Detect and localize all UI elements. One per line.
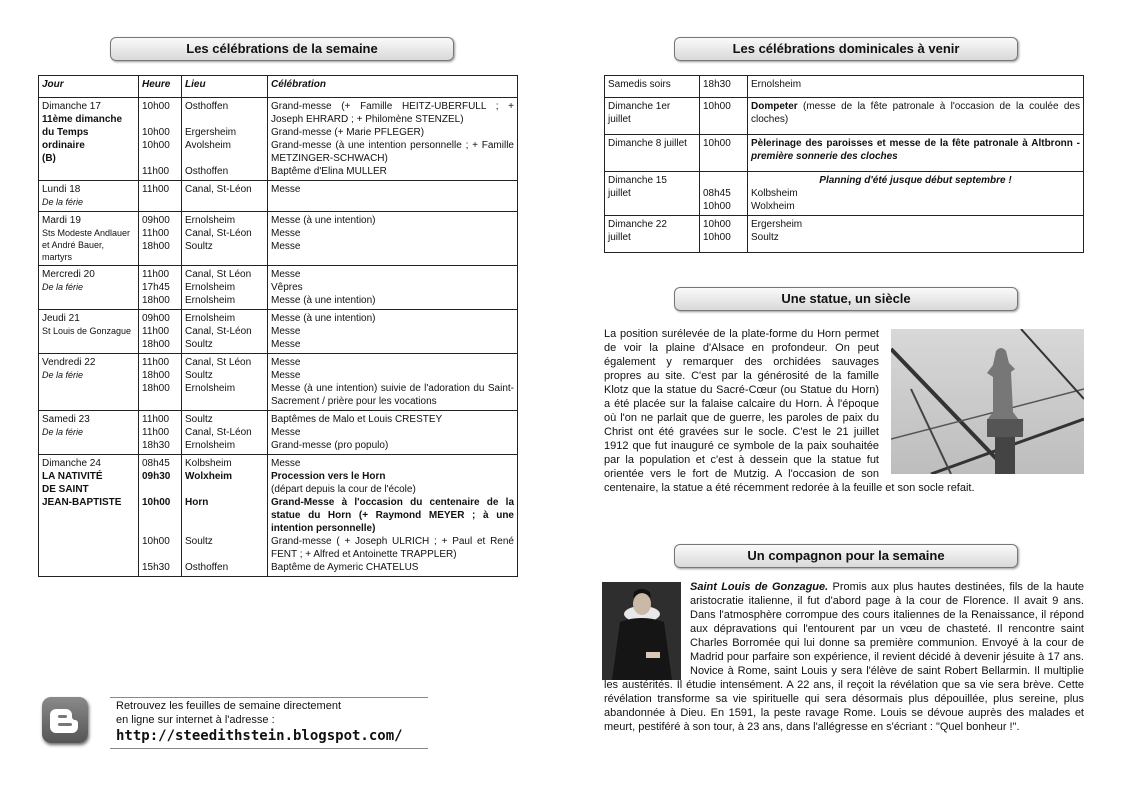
entry-celebration: (départ depuis la cour de l'école)	[271, 484, 416, 495]
entry-celebration: Messe	[271, 228, 301, 239]
schedule-day	[39, 212, 139, 266]
sunday-desc-bold: Dompeter	[751, 101, 798, 112]
entry-place: Canal, St-Léon	[185, 228, 252, 239]
entry-celebration: Messe	[271, 427, 301, 438]
sunday-day	[605, 172, 700, 216]
entry-celebration: Grand-messe ( + Joseph ULRICH ; + Paul et René FENT ; + Alfred et Antoinette TRAPPLER)	[271, 536, 514, 560]
sunday-place: Kolbsheim	[751, 188, 798, 199]
saint-name: Saint Louis de Gonzague.	[690, 581, 829, 593]
entry-place: Soultz	[185, 339, 213, 350]
day-sub: De la férie	[42, 282, 84, 292]
entry-place: Osthoffen	[185, 166, 229, 177]
entry-time: 11h00	[142, 269, 170, 280]
sunday-time-value: 10h00	[703, 101, 731, 112]
entry-celebration: Grand-messe (pro populo)	[271, 440, 389, 451]
schedule-places	[182, 310, 268, 354]
sunday-row	[605, 135, 1084, 172]
schedule-places	[182, 212, 268, 266]
schedule-times	[139, 455, 182, 577]
sunday-detail	[748, 98, 1084, 135]
sunday-desc	[751, 100, 1080, 126]
entry-celebration: Vêpres	[271, 282, 303, 293]
weekly-schedule-table	[38, 75, 518, 577]
schedule-times	[139, 98, 182, 181]
entry-time: 09h00	[142, 215, 170, 226]
entry-time: 09h00	[142, 313, 170, 324]
header-place: Lieu	[182, 76, 268, 98]
schedule-day	[39, 98, 139, 181]
entry-celebration: Grand-messe (à une intention personnelle ; + Famille METZINGER-SCHWACH)	[271, 140, 514, 164]
companion-banner: Un compagnon pour la semaine	[674, 544, 1018, 568]
entry-place: Horn	[185, 497, 209, 508]
sunday-day	[605, 98, 700, 135]
schedule-places	[182, 411, 268, 455]
day-label: Lundi 18	[42, 184, 81, 195]
entry-time: 09h30	[142, 471, 171, 482]
day-sub: De la férie	[42, 197, 84, 207]
entry-time: 17h45	[142, 282, 170, 293]
schedule-celebrations	[268, 266, 518, 310]
entry-time	[142, 483, 178, 496]
entry-place: Soultz	[185, 370, 213, 381]
entry-time: 11h00	[142, 427, 170, 438]
entry-time: 18h00	[142, 295, 170, 306]
header-day: Jour	[39, 76, 139, 98]
statue-photo-spacer	[879, 327, 1084, 473]
schedule-places	[182, 455, 268, 577]
statue-text	[604, 327, 1084, 495]
header-time: Heure	[139, 76, 182, 98]
entry-time: 15h30	[142, 562, 170, 573]
day-saint: Sts Modeste Andlauer et André Bauer, martyrs	[42, 228, 131, 262]
schedule-times	[139, 181, 182, 212]
day-feast: LA NATIVITÉ	[42, 471, 103, 482]
blog-url[interactable]: http://steedithstein.blogspot.com/	[116, 728, 403, 744]
schedule-row	[39, 354, 518, 411]
schedule-times	[139, 354, 182, 411]
upcoming-sundays-banner: Les célébrations dominicales à venir	[674, 37, 1018, 61]
sunday-row	[605, 172, 1084, 216]
sunday-day-label: Dimanche 15 juillet	[608, 175, 667, 199]
entry-time: 11h00	[142, 184, 170, 195]
entry-celebration: Baptêmes de Malo et Louis CRESTEY	[271, 414, 443, 425]
day-label: Jeudi 21	[42, 313, 80, 324]
entry-place: Ernolsheim	[185, 383, 236, 394]
day-sub: De la férie	[42, 427, 84, 437]
sunday-desc	[751, 78, 1080, 91]
entry-time: 08h45	[142, 458, 170, 469]
blog-text-1: Retrouvez les feuilles de semaine directement	[116, 700, 342, 712]
sundays-table	[604, 75, 1084, 253]
schedule-times	[139, 411, 182, 455]
sunday-day-label: Dimanche 1er juillet	[608, 101, 671, 125]
schedule-places	[182, 266, 268, 310]
sunday-place: Wolxheim	[751, 201, 795, 212]
entry-place: Ernolsheim	[185, 215, 236, 226]
statue-banner: Une statue, un siècle	[674, 287, 1018, 311]
entry-place: Kolbsheim	[185, 458, 232, 469]
day-sub: De la férie	[42, 370, 84, 380]
schedule-row	[39, 181, 518, 212]
header-celebration: Célébration	[268, 76, 518, 98]
entry-time: 18h00	[142, 383, 170, 394]
entry-time: 10h00	[142, 536, 170, 547]
entry-place: Ernolsheim	[185, 295, 236, 306]
entry-celebration: Procession vers le Horn	[271, 471, 386, 482]
entry-place: Soultz	[185, 414, 213, 425]
entry-celebration: Messe	[271, 458, 301, 469]
entry-celebration: Messe	[271, 269, 301, 280]
schedule-places	[182, 354, 268, 411]
sunday-time	[700, 76, 748, 98]
entry-time: 11h00	[142, 326, 170, 337]
saint-text-body: Promis aux plus hautes destinées, fils de la haute aristocratie italienne, il fut d'abord page à la cour de Florence. Il avait 9 ans. Dans l'atmosphère corrompue des cours italiennes de la Renaissance, il répond aux dépravations qui l'entourent par un vœu de chasteté. Il rencontre saint Charles Borromée qui lui donne sa première communion. Envoyé à la cour de Madrid pour parfaire son expérience, il revient décidé à devenir jésuite à 17 ans. Novice à Rome, saint Louis y sera l'élève de saint Robert Bellarmin. Il multiplie les austérités. Il étudie intensément. A 22 ans, il reçoit la révélation que sa vie sera brève. Cette révélation transforme sa vie spirituelle qui sera désormais plus dépouillée, plus sereine, plus abandonnée à Dieu. En 1591, la peste ravage Rome. Louis se dévoue auprès des malades et meurt, pestiféré à son tour, à 23 ans, dans l'allégresse en s'écriant : "Quel bonheur !".	[604, 581, 1084, 733]
entry-time: 18h00	[142, 370, 170, 381]
entry-place: Ernolsheim	[185, 313, 236, 324]
sunday-day-label: Samedis soirs	[608, 79, 671, 90]
sunday-time	[700, 172, 748, 216]
schedule-day	[39, 181, 139, 212]
blogger-icon	[42, 697, 88, 743]
entry-time: 18h30	[142, 440, 170, 451]
entry-place: Soultz	[185, 536, 213, 547]
sunday-detail	[748, 76, 1084, 98]
day-label: Dimanche 17	[42, 101, 101, 112]
schedule-day	[39, 455, 139, 577]
entry-time: 10h00	[142, 127, 170, 138]
sunday-desc-text: Ernolsheim	[751, 79, 802, 90]
schedule-row	[39, 411, 518, 455]
day-saint: St Louis de Gonzague	[42, 326, 132, 336]
schedule-celebrations	[268, 310, 518, 354]
sunday-desc-text: (messe de la fête patronale à l'occasion de la coulée des cloches)	[751, 101, 1080, 125]
weekly-celebrations-banner: Les célébrations de la semaine	[110, 37, 454, 61]
entry-place: Canal, St Léon	[185, 357, 252, 368]
schedule-celebrations	[268, 181, 518, 212]
entry-time: 11h00	[142, 166, 170, 177]
sunday-day	[605, 135, 700, 172]
schedule-times	[139, 310, 182, 354]
entry-celebration: Messe (à une intention)	[271, 215, 376, 226]
entry-time: 11h00	[142, 414, 170, 425]
table-header	[39, 76, 518, 98]
entry-place: Ernolsheim	[185, 440, 236, 451]
sunday-time-value: 10h00	[703, 232, 731, 243]
sunday-desc-italic: - première sonnerie des cloches	[751, 138, 1081, 162]
entry-place: Canal, St-Léon	[185, 184, 252, 195]
entry-place: Canal, St-Léon	[185, 326, 252, 337]
entry-time: 10h00	[142, 101, 170, 112]
entry-time: 18h00	[142, 241, 170, 252]
entry-time: 10h00	[142, 140, 170, 151]
sunday-place: Ergersheim	[751, 219, 803, 230]
sunday-detail	[748, 172, 1084, 216]
sunday-row	[605, 98, 1084, 135]
schedule-row	[39, 266, 518, 310]
entry-place: Ergersheim	[185, 127, 237, 138]
sunday-row	[605, 216, 1084, 253]
entry-celebration: Messe	[271, 241, 301, 252]
day-feast: (B)	[42, 153, 56, 164]
sunday-time-value: 10h00	[703, 138, 731, 149]
entry-place: Ernolsheim	[185, 282, 236, 293]
sunday-time-value: 18h30	[703, 79, 731, 90]
schedule-celebrations	[268, 212, 518, 266]
sunday-desc-bold: Pèlerinage des paroisses et messe de la fête patronale à Altbronn	[751, 138, 1073, 149]
day-label: Samedi 23	[42, 414, 90, 425]
sunday-day-label: Dimanche 8 juillet	[608, 138, 687, 149]
entry-celebration: Grand-messe (+ Marie PFLEGER)	[271, 127, 425, 138]
schedule-times	[139, 212, 182, 266]
sunday-time-value: 08h45	[703, 188, 731, 199]
day-feast: DE SAINT	[42, 484, 89, 495]
schedule-celebrations	[268, 411, 518, 455]
schedule-day	[39, 310, 139, 354]
summer-note: Planning d'été jusque début septembre !	[819, 175, 1012, 186]
sunday-day	[605, 216, 700, 253]
saint-portrait-spacer	[604, 580, 690, 678]
schedule-celebrations	[268, 98, 518, 181]
entry-celebration: Messe	[271, 339, 301, 350]
entry-celebration: Messe (à une intention)	[271, 295, 376, 306]
entry-time: 10h00	[142, 497, 171, 508]
day-label: Vendredi 22	[42, 357, 96, 368]
entry-celebration: Messe	[271, 370, 301, 381]
schedule-celebrations	[268, 455, 518, 577]
blog-text-2: en ligne sur internet à l'adresse :	[116, 714, 275, 726]
sunday-desc	[751, 137, 1080, 163]
schedule-row	[39, 98, 518, 181]
day-label: Mardi 19	[42, 215, 81, 226]
schedule-places	[182, 98, 268, 181]
day-label: Mercredi 20	[42, 269, 95, 280]
entry-celebration: Messe	[271, 326, 301, 337]
saint-text	[604, 580, 1084, 734]
entry-place: Canal, St-Léon	[185, 427, 252, 438]
schedule-celebrations	[268, 354, 518, 411]
sunday-time	[700, 135, 748, 172]
day-feast: 11ème dimanche	[42, 114, 123, 125]
entry-celebration: Messe	[271, 357, 301, 368]
schedule-row	[39, 455, 518, 577]
sunday-day-label: Dimanche 22 juillet	[608, 219, 667, 243]
entry-place: Avolsheim	[185, 140, 231, 151]
schedule-day	[39, 411, 139, 455]
day-feast: du Temps	[42, 127, 89, 138]
entry-place: Canal, St Léon	[185, 269, 252, 280]
entry-place: Wolxheim	[185, 471, 233, 482]
entry-celebration: Grand-messe (+ Famille HEITZ-UBERFULL ; + Joseph EHRARD ; + Philomène STENZEL)	[271, 101, 514, 125]
sunday-row	[605, 76, 1084, 98]
entry-celebration: Baptême de Aymeric CHATELUS	[271, 562, 419, 573]
sunday-time	[700, 98, 748, 135]
entry-place: Osthoffen	[185, 562, 229, 573]
entry-place	[185, 483, 264, 496]
entry-celebration: Messe	[271, 184, 301, 195]
sunday-detail	[748, 216, 1084, 253]
day-label: Dimanche 24	[42, 458, 101, 469]
sunday-time	[700, 216, 748, 253]
schedule-day	[39, 266, 139, 310]
statue-text-body: La position surélevée de la plate-forme du Horn permet de voir la plaine d'Alsace en profondeur. On peut également y remarquer des orchidées sauvages propres au site. C'est par la générosité de la famille Klotz que la statue du Sacré-Cœur (ou Statue du Horn) a été placée sur la falaise calcaire du Horn. À l'époque où l'on ne parlait que de guerre, les paroles de paix du Christ ont été gravées sur le socle. C'est le 21 juillet 1912 que fut inauguré ce symbole de la paix souhaitée par la population et c'est à dessein que la statue fut orientée vers le fort de Mutzig. A l'occasion de son centenaire, la statue a été récemment redorée à la feuille et son socle refait.	[604, 328, 975, 494]
day-feast: ordinaire	[42, 140, 85, 151]
entry-time: 11h00	[142, 228, 170, 239]
entry-celebration: Messe (à une intention)	[271, 313, 376, 324]
sunday-time-value: 10h00	[703, 201, 731, 212]
sunday-time-value: 10h00	[703, 219, 731, 230]
entry-place: Soultz	[185, 241, 213, 252]
schedule-row	[39, 310, 518, 354]
schedule-row	[39, 212, 518, 266]
sunday-detail	[748, 135, 1084, 172]
sunday-day	[605, 76, 700, 98]
schedule-places	[182, 181, 268, 212]
schedule-day	[39, 354, 139, 411]
entry-time: 18h00	[142, 339, 170, 350]
schedule-times	[139, 266, 182, 310]
entry-celebration: Baptême d'Elina MULLER	[271, 166, 387, 177]
entry-celebration: Messe (à une intention) suivie de l'adoration du Saint-Sacrement / prière pour les vocations	[271, 383, 514, 407]
sunday-place: Soultz	[751, 232, 779, 243]
entry-time: 11h00	[142, 357, 170, 368]
entry-celebration: Grand-Messe à l'occasion du centenaire de la statue du Horn (+ Raymond MEYER ; à une intention personnelle)	[271, 497, 514, 534]
entry-place: Osthoffen	[185, 101, 229, 112]
day-feast: JEAN-BAPTISTE	[42, 497, 122, 508]
